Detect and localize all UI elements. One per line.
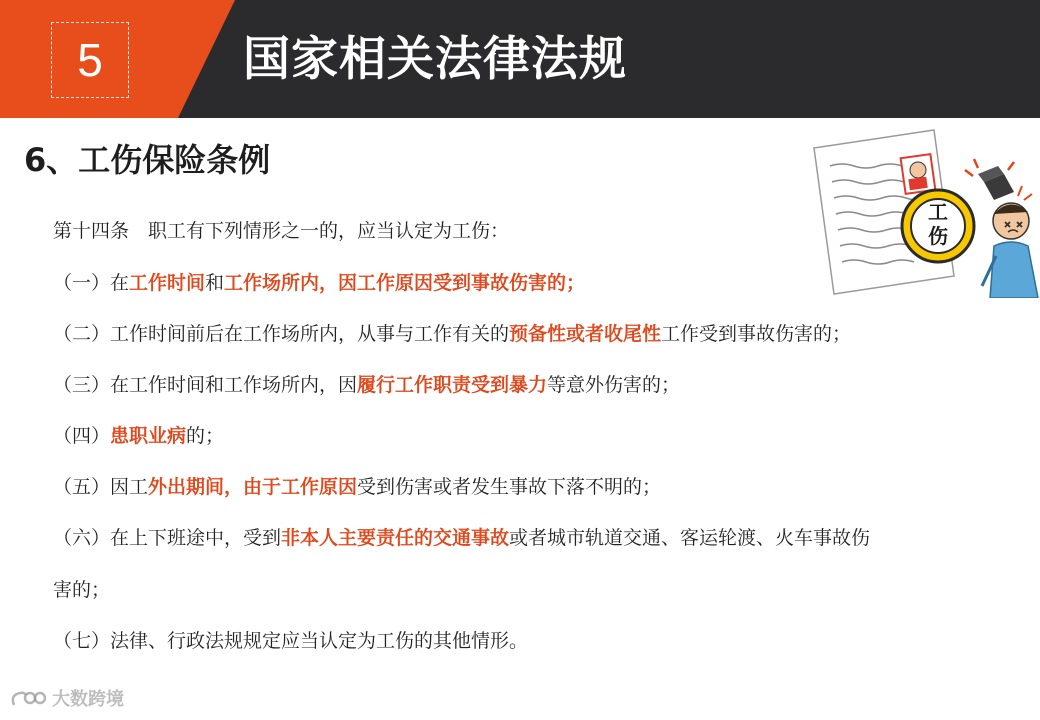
badge-text-1: 工 — [928, 200, 948, 224]
highlighted-text: 工作场所内，因工作原因受到事故伤害的； — [224, 272, 586, 294]
regulation-line-7 — [53, 579, 110, 601]
body-text: （六）在上下班途中，受到 — [53, 527, 282, 549]
highlighted-text: 预备性或者收尾性 — [509, 323, 662, 345]
body-text: （五）因工 — [53, 476, 149, 498]
highlighted-text: 工作时间 — [129, 272, 206, 294]
regulation-line-5 — [53, 476, 661, 498]
watermark-text: 大数跨境 — [52, 689, 124, 710]
injury-badge-icon — [902, 190, 974, 262]
highlighted-text: 外出期间，由于工作原因 — [148, 476, 358, 498]
body-text: 和 — [205, 272, 225, 294]
body-text: 受到伤害或者发生事故下落不明的； — [357, 476, 662, 498]
body-text: （四） — [53, 425, 111, 447]
body-text: 害的； — [53, 579, 111, 601]
body-text: 第十四条 职工有下列情形之一的，应当认定为工伤： — [53, 220, 510, 242]
body-text: （三）在工作时间和工作场所内，因 — [53, 374, 358, 396]
watermark-logo-icon — [10, 687, 46, 709]
section-number: 5 — [51, 22, 129, 98]
body-text: （七）法律、行政法规规定应当认定为工伤的其他情形。 — [53, 630, 529, 652]
falling-block-icon — [965, 159, 1014, 200]
highlighted-text: 患职业病 — [110, 425, 187, 447]
regulation-line-3 — [53, 374, 680, 396]
body-text: （一）在 — [53, 272, 130, 294]
work-injury-illustration — [808, 126, 1040, 298]
header-bar — [0, 0, 1040, 118]
body-text: 等意外伤害的； — [547, 374, 681, 396]
regulation-line-6 — [53, 527, 870, 549]
regulation-line-2 — [53, 323, 851, 345]
body-text: （二）工作时间前后在工作场所内，从事与工作有关的 — [53, 323, 510, 345]
body-text: 工作受到事故伤害的； — [661, 323, 852, 345]
highlighted-text: 非本人主要责任的交通事故 — [281, 527, 510, 549]
body-text: 的； — [186, 425, 225, 447]
badge-text-2: 伤 — [928, 224, 948, 248]
regulation-line-1 — [53, 272, 585, 294]
body-text: 或者城市轨道交通、客运轮渡、火车事故伤 — [509, 527, 871, 549]
page-title: 国家相关法律法规 — [243, 32, 627, 87]
section-title: 6、工伤保险条例 — [24, 141, 271, 179]
highlighted-text: 履行工作职责受到暴力 — [357, 374, 548, 396]
injured-worker-icon — [982, 186, 1038, 298]
regulation-line-4 — [53, 425, 224, 447]
regulation-line-8 — [53, 630, 528, 652]
watermark — [10, 684, 124, 712]
regulation-line-0 — [53, 220, 509, 242]
